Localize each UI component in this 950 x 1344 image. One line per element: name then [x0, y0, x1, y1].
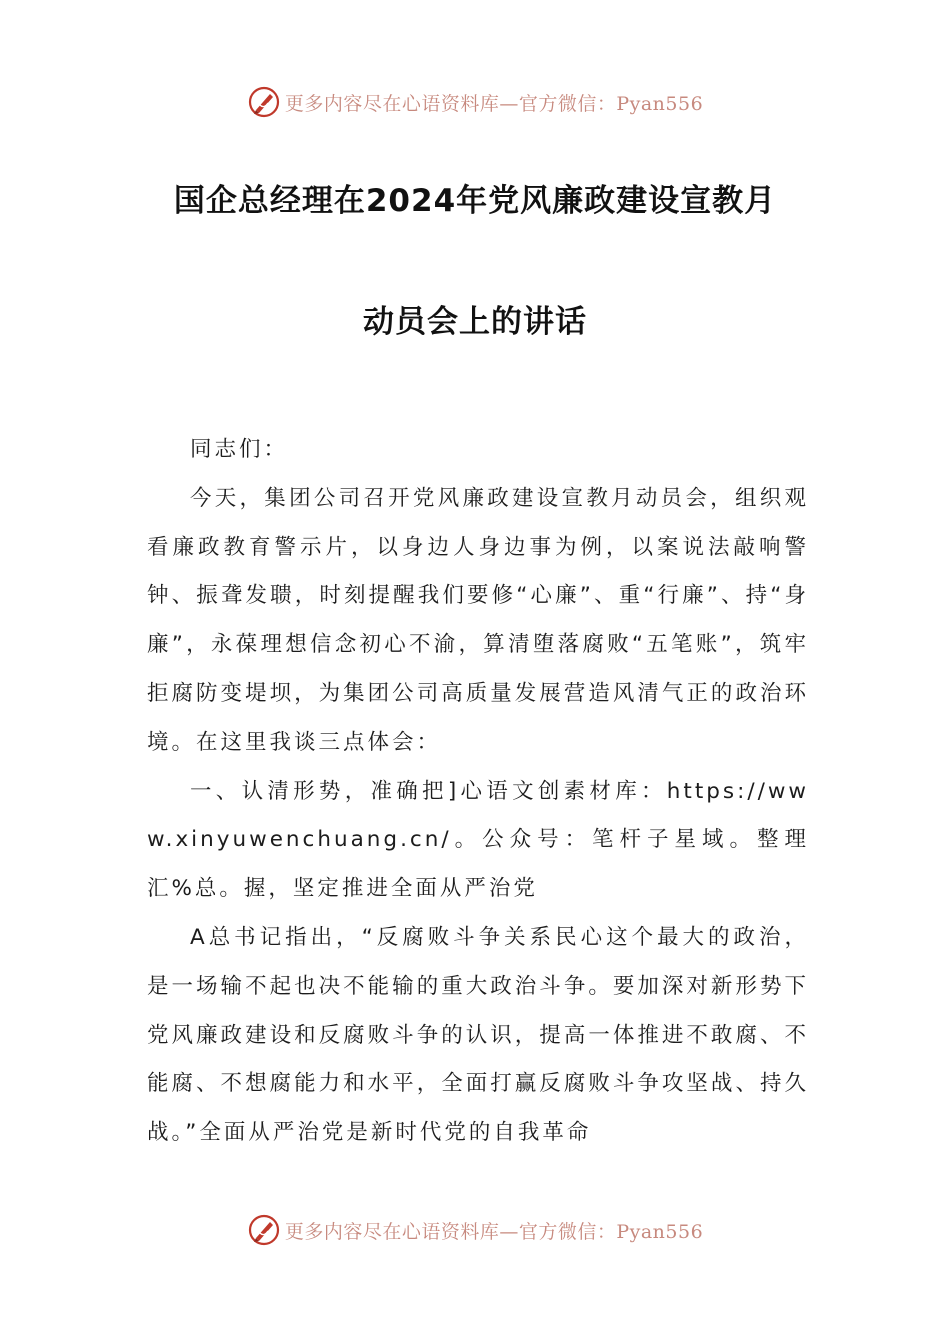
footer-watermark-text: 更多内容尽在心语资料库—官方微信：Pyan556 — [284, 1220, 704, 1243]
document-title-line-1: 国企总经理在2024年党风廉政建设宣教月 — [173, 183, 777, 219]
document-body — [147, 426, 809, 1158]
pen-nib-logo-icon — [247, 85, 281, 119]
body-paragraph: A总书记指出，“反腐败斗争关系民心这个最大的政治，是一场输不起也决不能输的重大政治斗争。要加深对新形势下党风廉政建设和反腐败斗争的认识，提高一体推进不敢腐、不能腐、不想腐能力和水平，全面打赢反腐败斗争攻坚战、持久战。”全面从严治党是新时代党的自我革命 — [147, 924, 809, 1146]
document-title-line-2: 动员会上的讲话 — [363, 304, 587, 340]
body-paragraph: 今天，集团公司召开党风廉政建设宣教月动员会，组织观看廉政教育警示片，以身边人身边事为例，以案说法敲响警钟、振聋发聩，时刻提醒我们要修“心廉”、重“行廉”、持“身廉”，永葆理想信念初心不渝，算清堕落腐败“五笔账”，筑牢拒腐防变堤坝，为集团公司高质量发展营造风清气正的政治环境。在这里我谈三点体会： — [147, 485, 809, 755]
header-watermark-banner — [0, 80, 950, 124]
section-heading-paragraph: 一、认清形势，准确把]心语文创素材库：https://www.xinyuwenchuang.cn/。公众号：笔杆子星域。整理汇%总。握，坚定推进全面从严治党 — [147, 778, 809, 902]
salutation-paragraph: 同志们： — [190, 437, 289, 462]
header-watermark-text: 更多内容尽在心语资料库—官方微信：Pyan556 — [284, 92, 704, 115]
pen-nib-logo-icon — [247, 1213, 281, 1247]
footer-watermark-banner — [0, 1208, 950, 1252]
